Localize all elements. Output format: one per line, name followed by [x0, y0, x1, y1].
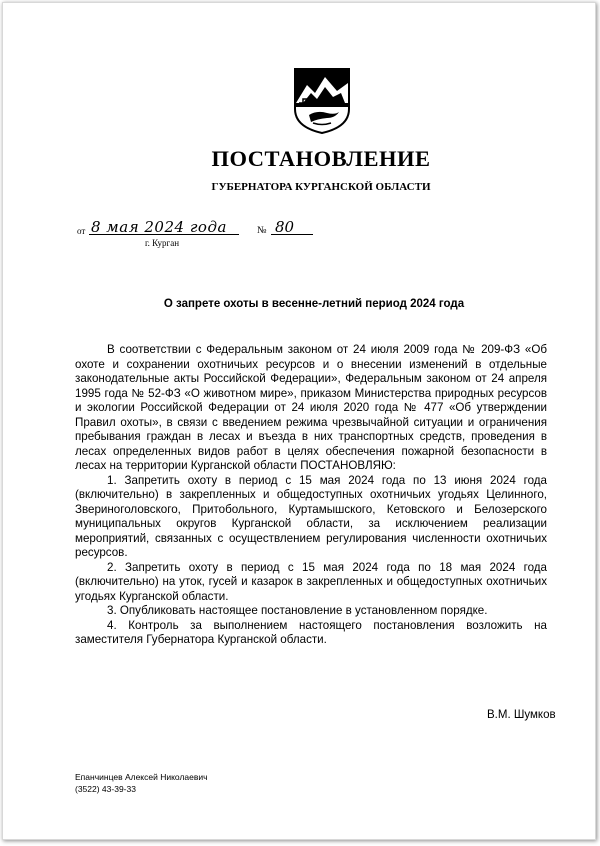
document-body: [75, 343, 547, 648]
clause-paragraph: 4. Контроль за выполнением настоящего постановления возложить на заместителя Губернатора Курганской области.: [75, 618, 547, 646]
signature: В.М. Шумков: [487, 709, 556, 721]
executor-name: Епанчинцев Алексей Николаевич: [75, 772, 208, 782]
date-prefix: от: [77, 226, 86, 236]
clause-paragraph: 3. Опубликовать настоящее постановление в установленном порядке.: [107, 604, 488, 617]
kurgan-coat-of-arms-icon: [293, 65, 351, 135]
document-heading: О запрете охоты в весенне-летний период 2024 года: [163, 298, 465, 310]
date-underline: [89, 234, 239, 235]
page-subtitle: ГУБЕРНАТОРА КУРГАНСКОЙ ОБЛАСТИ: [211, 181, 431, 193]
dateline: [77, 218, 337, 252]
clause-paragraph: 2. Запретить охоту в период с 15 мая 2024 года по 18 мая 2024 года (включительно) на уток, гусей и казарок в закрепленных и общедоступных охотничьих угодьях Курганской области.: [75, 560, 547, 603]
handwritten-number: 80: [275, 218, 295, 236]
executor-block: [75, 771, 208, 795]
clause-paragraph: 1. Запретить охоту в период с 15 мая 2024 года по 13 июня 2024 года (включительно) в закрепленных и общедоступных охотничьих угодьях Целинного, Звериноголовского, Притобольного, Куртамышского, Кетовского и Белозерского муниципальных округов Курганской области, за исключением реализации мероприятий, связанных с осуществлением регулирования численности охотничьих ресурсов.: [75, 473, 547, 559]
number-label: №: [257, 225, 267, 236]
handwritten-date: 8 мая 2024 года: [91, 218, 227, 236]
document-page: [2, 2, 596, 840]
preamble-paragraph: В соответствии с Федеральным законом от 24 июля 2009 года № 209-ФЗ «Об охоте и сохранении охотничьих ресурсов и о внесении изменений в отдельные законодательные акты Российской Федерации», Федеральным законом от 24 апреля 1995 года № 52-ФЗ «О животном мире», приказом Министерства природных ресурсов и экологии Российской Федерации от 24 июля 2020 года № 477 «Об утверждении Правил охоты», в связи с введением режима чрезвычайной ситуации и ограничения пребывания граждан в лесах и въезда в них транспортных средств, проведения в лесах определенных видов работ в целях обеспечения пожарной безопасности в лесах на территории Курганской области ПОСТАНОВЛЯЮ:: [75, 343, 547, 472]
number-underline: [271, 234, 313, 235]
executor-phone: (3522) 43-39-33: [75, 784, 136, 794]
city: г. Курган: [145, 238, 180, 248]
page-title: ПОСТАНОВЛЕНИЕ: [211, 146, 431, 171]
